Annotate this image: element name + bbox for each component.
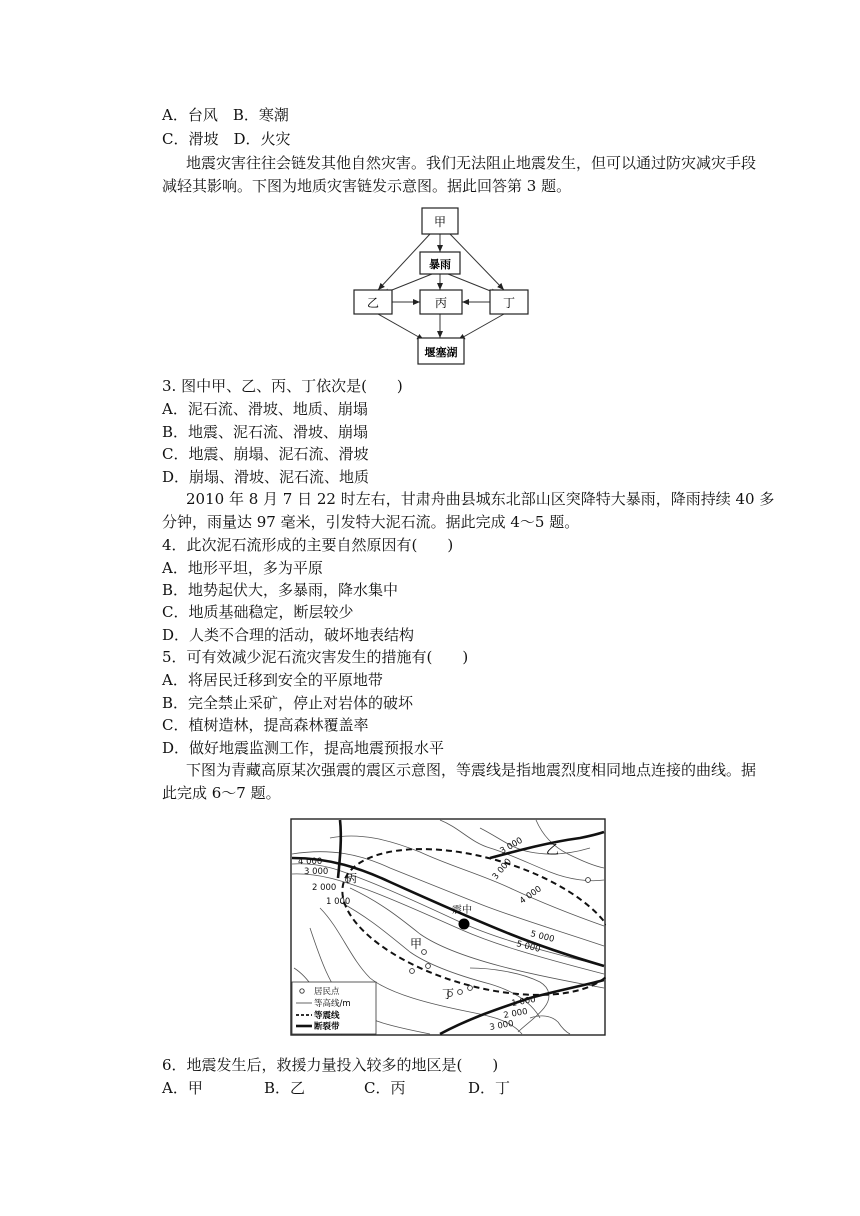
- option-line-ab: A．台风 B．寒潮: [162, 106, 289, 124]
- q3-stem: 3. 图中甲、乙、丙、丁依次是( ): [162, 377, 403, 395]
- q4-stem: 4．此次泥石流形成的主要自然原因有( ): [162, 536, 454, 554]
- map-label-ding: 丁: [442, 987, 455, 1001]
- option-line-cd: C．滑坡 D．火灾: [162, 130, 291, 148]
- intro67-line1: 下图为青藏高原某次强震的震区示意图，等震线是指地震烈度相同地点连接的曲线。据: [186, 761, 757, 779]
- map-label-yi: 乙: [546, 843, 560, 858]
- q3-option-c: C．地震、崩塌、泥石流、滑坡: [162, 445, 369, 463]
- map-label-epicenter: 震中: [452, 905, 472, 916]
- q4-option-b: B．地势起伏大，多暴雨，降水集中: [162, 581, 399, 599]
- intro45-line1: 2010 年 8 月 7 日 22 时左右，甘肃舟曲县城东北部山区突降特大暴雨，降雨持续 40 多: [186, 490, 775, 508]
- legend-contour: 等高线/m: [314, 999, 351, 1009]
- contour-label: 3 000: [498, 835, 525, 857]
- q3-option-b: B．地震、泥石流、滑坡、崩塌: [162, 423, 369, 441]
- contour-label: 4 000: [298, 857, 323, 867]
- q5-option-c: C．植树造林，提高森林覆盖率: [162, 716, 369, 734]
- contour-label: 4 000: [517, 884, 544, 907]
- q4-option-c: C．地质基础稳定，断层较少: [162, 603, 354, 621]
- legend-settlement: 居民点: [314, 987, 340, 997]
- q6-option-b: B．乙: [264, 1079, 306, 1097]
- seismic-zone-map: [290, 818, 606, 1036]
- contour-label: 5 000: [515, 939, 542, 955]
- intro45-line2: 分钟，雨量达 97 毫米，引发特大泥石流。据此完成 4～5 题。: [162, 513, 580, 531]
- contour-label: 5 000: [529, 929, 556, 945]
- intro3-line1: 地震灾害往往会链发其他自然灾害。我们无法阻止地震发生，但可以通过防灾减灾手段: [186, 154, 757, 172]
- q6-option-d: D．丁: [468, 1079, 511, 1097]
- intro3-line2: 减轻其影响。下图为地质灾害链发示意图。据此回答第 3 题。: [162, 177, 572, 195]
- q3-option-a: A．泥石流、滑坡、地质、崩塌: [162, 400, 368, 418]
- flow-node-ding: 丁: [502, 296, 516, 310]
- legend-fault: 断裂带: [314, 1022, 340, 1032]
- flow-node-baoyu: 暴雨: [429, 258, 451, 271]
- map-label-bing: 丙: [346, 872, 357, 885]
- q6-option-c: C．丙: [364, 1079, 406, 1097]
- contour-label: 1 000: [510, 994, 537, 1009]
- q6-option-a: A．甲: [162, 1079, 203, 1097]
- q5-option-b: B．完全禁止采矿，停止对岩体的破坏: [162, 694, 414, 712]
- q3-option-d: D．崩塌、滑坡、泥石流、地质: [162, 468, 370, 486]
- q5-option-d: D．做好地震监测工作，提高地震预报水平: [162, 739, 445, 757]
- contour-label: 3 000: [304, 867, 329, 877]
- contour-label: 2 000: [312, 883, 337, 893]
- flow-node-bing: 丙: [434, 296, 448, 310]
- map-label-jia: 甲: [410, 937, 423, 951]
- hazard-chain-diagram: [340, 202, 540, 368]
- q5-option-a: A．将居民迁移到安全的平原地带: [162, 671, 383, 689]
- q5-stem: 5．可有效减少泥石流灾害发生的措施有( ): [162, 648, 469, 666]
- legend-isoseismal: 等震线: [314, 1011, 340, 1021]
- map-legend: [292, 982, 376, 1034]
- contour-label: 3 000: [490, 856, 514, 882]
- q4-option-d: D．人类不合理的活动，破坏地表结构: [162, 626, 415, 644]
- q4-option-a: A．地形平坦，多为平原: [162, 559, 323, 577]
- contour-label: 1 000: [326, 897, 351, 907]
- flow-node-yansaihu: 堰塞湖: [424, 346, 458, 359]
- contour-label: 3 000: [488, 1018, 515, 1033]
- contour-label: 2 000: [502, 1006, 529, 1021]
- q6-stem: 6．地震发生后，救援力量投入较多的地区是( ): [162, 1056, 499, 1074]
- flow-node-jia: 甲: [433, 215, 447, 229]
- flow-node-yi: 乙: [366, 296, 380, 310]
- intro67-line2: 此完成 6～7 题。: [162, 784, 281, 802]
